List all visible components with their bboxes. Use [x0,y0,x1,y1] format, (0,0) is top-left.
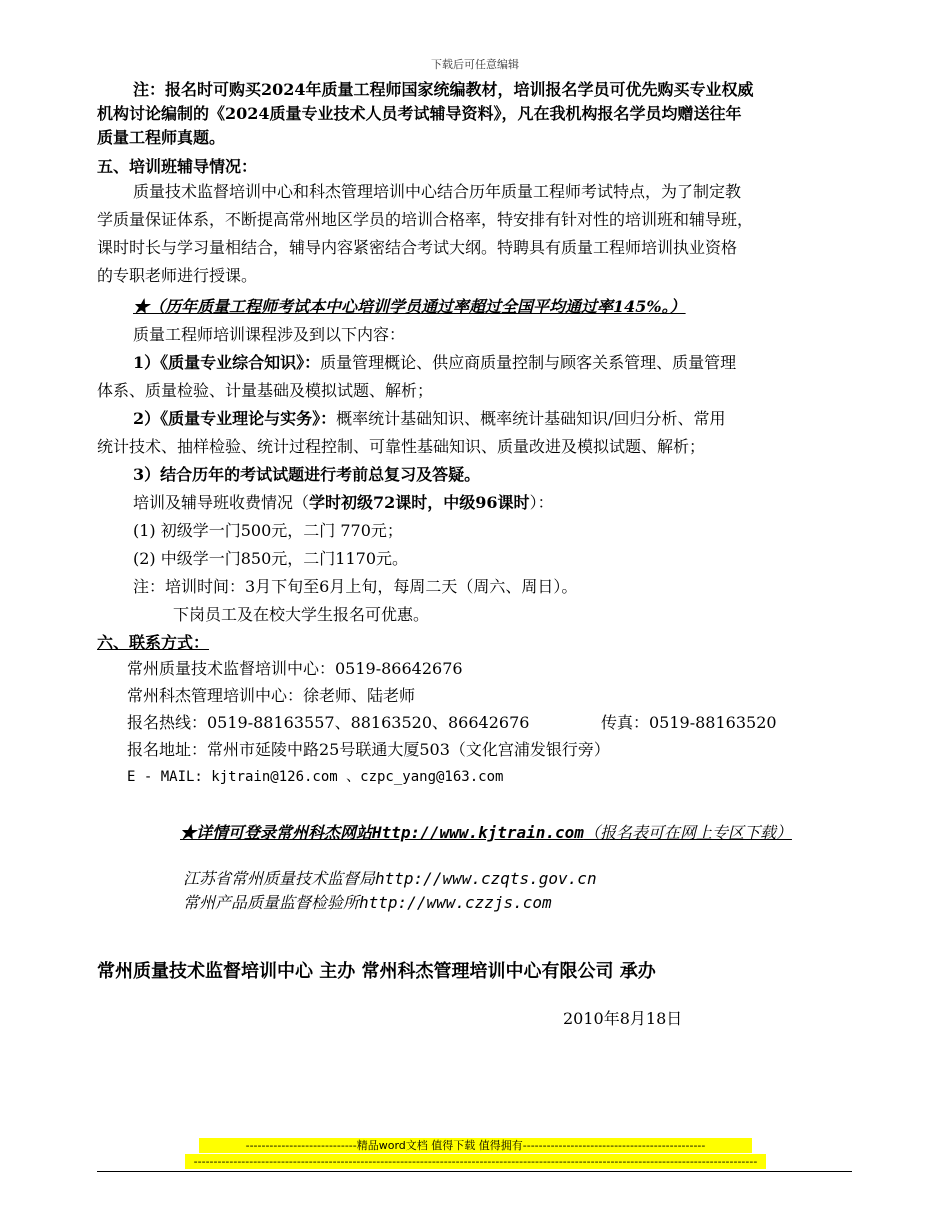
document-date: 2010年8月18日 [563,1009,683,1028]
contact-kejie-center: 常州科杰管理培训中心：徐老师、陆老师 [127,686,416,705]
course-item-3: 3）结合历年的考试试题进行考前总复习及答疑。 [133,465,481,484]
website-suffix: （报名表可在网上专区下载） [583,823,792,842]
para-line: 质量技术监督培训中心和科杰管理培训中心结合历年质量工程师考试特点，为了制定教 [133,182,742,201]
page-header: 下载后可任意编辑 [431,58,519,71]
course-item-2-cont: 统计技术、抽样检验、统计过程控制、可靠性基础知识、质量改进及模拟试题、解析； [97,437,706,456]
contact-hotline: 报名热线：0519-88163557、88163520、86642676 [127,713,530,732]
section6-title: 六、联系方式： [97,633,210,652]
course-item-1-cont: 体系、质量检验、计量基础及模拟试题、解析； [97,381,434,400]
bureau-link[interactable]: http://www.czqts.gov.cn [375,869,597,888]
discount-note: 下岗员工及在校大学生报名可优惠。 [173,605,430,624]
footer-divider [97,1171,852,1172]
purchase-note [97,78,857,150]
section5-paragraph [97,178,857,290]
website-prefix: ★详情可登录常州科杰网站 [180,823,373,842]
bureau-line [183,866,597,889]
footer-banner-dashes: ---------------------------------------------------------------------------------------------------------------------------------------------- [185,1154,766,1169]
course-item-2-text: 概率统计基础知识、概率统计基础知识/回归分析、常用 [336,409,726,428]
inspect-name: 常州产品质量监督检验所 [183,893,360,912]
section5-title: 五、培训班辅导情况： [97,157,258,176]
pass-rate-highlight: ★（历年质量工程师考试本中心培训学员通过率超过全国平均通过率145%。） [133,297,686,316]
fee-heading [133,490,554,513]
course-item-1-text: 质量管理概论、供应商质量控制与顾客关系管理、质量管理 [320,353,737,372]
website-link[interactable]: Http://www.kjtrain.com [372,823,584,842]
fee-suffix: ）： [529,493,554,512]
course-item-2-title: 2）《质量专业理论与实务》： [133,409,337,428]
para-line: 课时时长与学习量相结合，辅导内容紧密结合考试大纲。特聘具有质量工程师培训执业资格 [97,238,738,257]
contact-quality-center: 常州质量技术监督培训中心：0519-86642676 [127,659,463,678]
course-item-1 [133,350,736,373]
training-time: 注：培训时间：3月下旬至6月上旬，每周二天（周六、周日）。 [133,577,578,596]
fee-junior: (1) 初级学一门500元，二门 770元； [133,521,403,540]
course-intro: 质量工程师培训课程涉及到以下内容： [133,325,406,344]
contact-address: 报名地址：常州市延陵中路25号联通大厦503（文化宫浦发银行旁） [127,740,610,759]
website-line [180,820,792,843]
contact-fax: 传真：0519-88163520 [601,713,777,732]
fee-intermediate: (2) 中级学一门850元，二门1170元。 [133,549,409,568]
note-line: 注：报名时可购买2024年质量工程师国家统编教材，培训报名学员可优先购买专业权威 [133,80,754,99]
inspect-link[interactable]: http://www.czzjs.com [359,893,552,912]
course-item-2 [133,406,726,429]
contact-email: E - MAIL: kjtrain@126.com 、czpc_yang@163.com [127,769,504,785]
para-line: 学质量保证体系，不断提高常州地区学员的培训合格率，特安排有针对性的培训班和辅导班， [97,210,754,229]
note-line: 机构讨论编制的《2024质量专业技术人员考试辅导资料》，凡在我机构报名学员均赠送往年 [97,104,742,123]
bureau-name: 江苏省常州质量技术监督局 [183,869,376,888]
note-line: 质量工程师真题。 [97,128,226,147]
fee-hours: 学时初级72课时，中级96课时 [309,493,530,512]
organizers: 常州质量技术监督培训中心 主办 常州科杰管理培训中心有限公司 承办 [97,961,656,982]
footer-banner: ----------------------------精品word文档 值得下载 值得拥有---------------------------------------------- [199,1138,752,1153]
para-line: 的专职老师进行授课。 [97,266,258,285]
course-item-1-title: 1）《质量专业综合知识》： [133,353,321,372]
fee-prefix: 培训及辅导班收费情况（ [133,493,310,512]
inspect-line [183,890,552,913]
